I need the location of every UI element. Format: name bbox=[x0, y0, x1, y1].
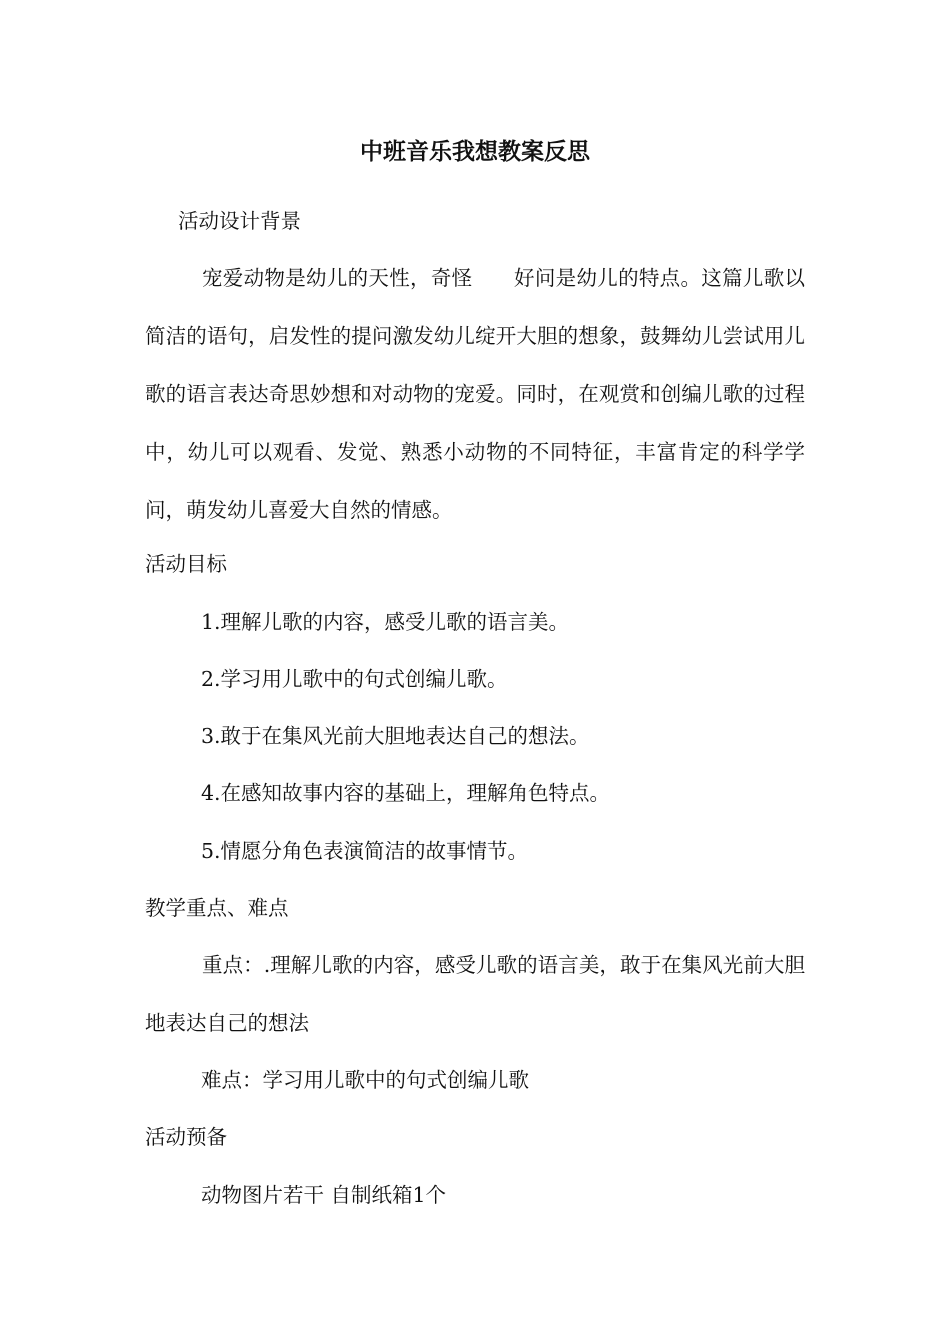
section-heading-preparation: 活动预备 bbox=[145, 1125, 227, 1149]
preparation-item: 动物图片若干 自制纸箱1个 bbox=[201, 1183, 447, 1207]
goal-item-5: 5.情愿分角色表演简洁的故事情节。 bbox=[201, 839, 529, 863]
section-heading-background: 活动设计背景 bbox=[178, 209, 301, 233]
keypoint-paragraph: 重点：.理解儿歌的内容，感受儿歌的语言美，敢于在集风光前大胆地表达自己的想法 bbox=[145, 953, 805, 1035]
goal-item-4: 4.在感知故事内容的基础上，理解角色特点。 bbox=[201, 781, 611, 805]
document-title: 中班音乐我想教案反思 bbox=[360, 138, 590, 165]
section-heading-keypoints: 教学重点、难点 bbox=[145, 896, 289, 920]
goal-item-2: 2.学习用儿歌中的句式创编儿歌。 bbox=[201, 667, 508, 691]
goal-item-1: 1.理解儿歌的内容，感受儿歌的语言美。 bbox=[201, 610, 570, 634]
difficulty-line: 难点：学习用儿歌中的句式创编儿歌 bbox=[201, 1068, 529, 1092]
goal-item-3: 3.敢于在集风光前大胆地表达自己的想法。 bbox=[201, 724, 590, 748]
background-paragraph: 宠爱动物是幼儿的天性，奇怪 好问是幼儿的特点。这篇儿歌以简洁的语句，启发性的提问激发幼儿绽开大胆的想象，鼓舞幼儿尝试用儿歌的语言表达奇思妙想和对动物的宠爱。同时，在观赏和创编儿歌的过程中，幼儿可以观看、发觉、熟悉小动物的不同特征，丰富肯定的科学学问，萌发幼儿喜爱大自然的情感。 bbox=[145, 266, 805, 522]
section-heading-goals: 活动目标 bbox=[145, 552, 227, 576]
